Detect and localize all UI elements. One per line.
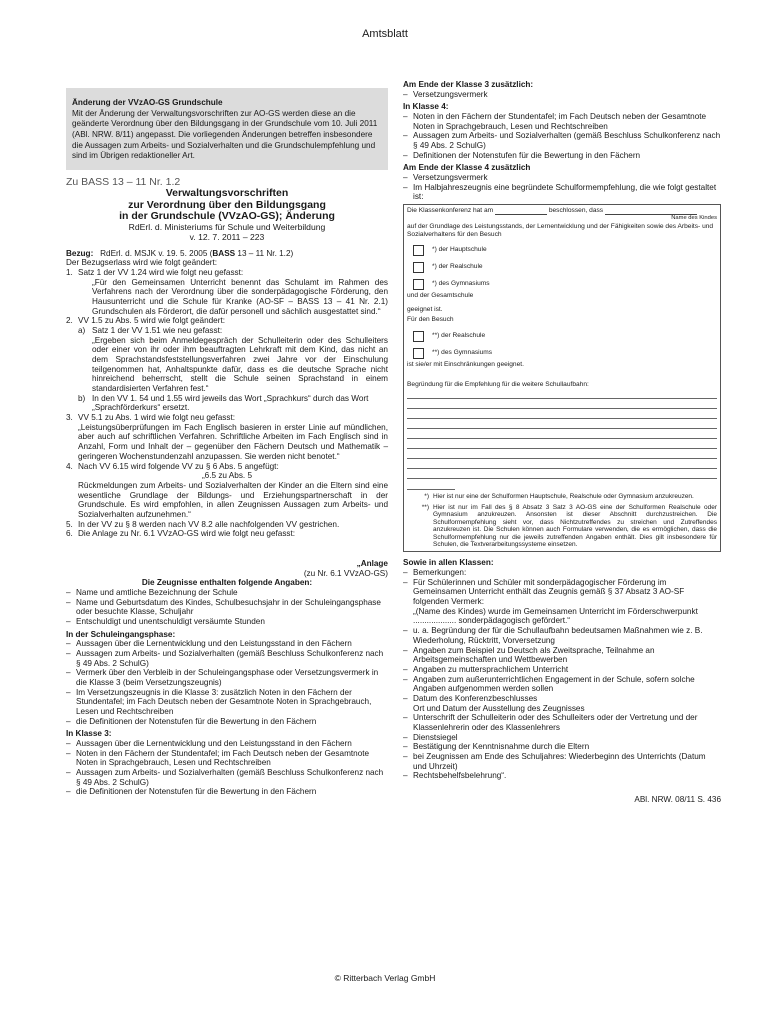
footnote-text: Hier ist nur im Fall des § 8 Absatz 3 Satz 3 AO-GS eine der Schulformen Realschule oder Gymnasium anzukreuzen. Ansonsten ist dieser Abschnitt durchzustreichen. Die Schulformempfehlung sieht vor, dass Nichtzutreffendes zu streichen und Zutreffendes anzukreuzen ist. Die Schulen können auch Formulare verwenden, die es ermöglichen, dass die Schulformempfehlung nur die jeweils zutreffenden Angaben enthält. Dies gilt insbesondere für Schulen, die Textverarbeitungssysteme einsetzen.: [433, 503, 717, 548]
dash-item-text: Aussagen über die Lernentwicklung und den Leistungsstand in den Fächern: [76, 639, 352, 649]
dash-item: – Aussagen über die Lernentwicklung und den Leistungsstand in den Fächern: [66, 739, 388, 749]
dash-item-text: [413, 694, 721, 713]
document-title: [66, 188, 388, 223]
dash-item: – Versetzungsvermerk: [403, 90, 721, 100]
intro-text: Der Bezugserlass wird wie folgt geändert:: [66, 258, 218, 268]
list-item: [66, 520, 388, 530]
quote-text: „Ergeben sich beim Anmeldegespräch der Schulleiterin oder des Schulleiters oder einer von ihr oder ihm beauftragten Lehrkraft mit dem Kind, das nicht an dem Sprachstandsfeststellungsverfahren zwei Jahre vor der Einschulung teilgenommen hat, Anhaltspunkte dafür, dass es die deutsche Sprache nicht hinreichend beherrscht, stellt die Schule seinen Sprachstand in einem standardisierten Verfahren fest.“: [92, 335, 388, 394]
dash-item-text: Bemerkungen:: [413, 568, 467, 578]
dash-item-continuation: Ort und Datum der Ausstellung des Zeugnisses: [413, 703, 585, 713]
anlage-reference: (zu Nr. 6.1 VVzAO-GS): [303, 568, 388, 578]
item-number: 4.: [66, 461, 73, 471]
checkbox-row: [413, 279, 717, 290]
list-item: [66, 268, 388, 278]
name-caption: Name des Kindes: [671, 215, 717, 222]
checkbox: [413, 262, 424, 273]
info-box-body: Mit der Änderung der Verwaltungsvorschriften zur AO-GS werden diese an die geänderte Verordnung über den Bildungsgang in der Grundschule vom 10. Juli 2011 (ABl. NRW. 8/11) angepasst. Die vorliegenden Änderungen betreffen insbesondere die Aussagen zum Arbeits- und Sozialverhalten und die Grundschulempfehlung und sind im Übrigen redaktioneller Art.: [72, 108, 378, 161]
dash-item: – Aussagen zum Arbeits- und Sozialverhalten (gemäß Beschluss Schulkonferenz nach § 49 Abs. 2 SchulG): [403, 131, 721, 151]
anlage-heading: Die Zeugnisse enthalten folgende Angaben:: [141, 578, 313, 588]
dash-item-text: [413, 578, 721, 626]
write-line: [407, 409, 717, 419]
write-line: [407, 429, 717, 439]
dash-item: – Angaben zu muttersprachlichem Unterricht: [403, 665, 721, 675]
info-box: [66, 88, 388, 170]
dash-item: – Angaben zum Beispiel zu Deutsch als Zweitsprache, Teilnahme an Arbeitsgemeinschaften und Wettbewerben: [403, 646, 721, 665]
form-text: geeignet ist.: [407, 306, 443, 314]
dash-item: – Noten in den Fächern der Stundentafel; im Fach Deutsch neben der Gesamtnote Noten in Sprachgebrauch, Lesen und Rechtschreiben: [66, 749, 388, 768]
footnote-mark: *): [424, 493, 429, 501]
dash-item: – die Definitionen der Notenstufen für die Bewertung in den Fächern: [66, 787, 388, 797]
dash-item-text: Im Halbjahreszeugnis eine begründete Schulformempfehlung, die wie folgt gestaltet ist:: [413, 182, 717, 202]
quote-text: Rückmeldungen zum Arbeits- und Sozialverhalten der Kinder an die Eltern sind eine wesentliche Grundlage der Bildungs- und Erziehungspartnerschaft in der Grundschule. Es wird empfohlen, in allen Zeugnissen Aussagen zum Arbeits- und Sozialverhalten aufzunehmen.“: [78, 480, 388, 519]
checkbox-label: **) der Realschule: [432, 332, 486, 340]
checkbox-row: [413, 245, 717, 256]
dash-item: – Rechtsbehelfsbelehrung“.: [403, 771, 721, 781]
info-box-title: Änderung der VVzAO-GS Grundschule: [72, 98, 223, 107]
item-text: VV 5.1 zu Abs. 1 wird wie folgt neu gefasst:: [78, 413, 236, 423]
item-number: 3.: [66, 413, 73, 423]
dash-item: – Entschuldigt und unentschuldigt versäumte Stunden: [66, 617, 388, 627]
dash-item: – Versetzungsvermerk: [403, 173, 721, 183]
checkbox-label: *) der Realschule: [432, 263, 483, 271]
page-header: Amtsblatt: [362, 28, 408, 40]
form-line: [407, 207, 717, 215]
dash-item: – Definitionen der Notenstufen für die Bewertung in den Fächern: [403, 151, 721, 161]
footnote: [407, 493, 717, 500]
title-line: zur Verordnung über den Bildungsgang: [128, 198, 326, 211]
dash-item: – Angaben zum außerunterrichtlichen Engagement in der Schule, sofern solche Angaben aufgenommen werden sollen: [403, 675, 721, 694]
item-text: Satz 1 der VV 1.24 wird wie folgt neu gefasst:: [78, 268, 244, 278]
dash-item-text: Dienstsiegel: [413, 732, 458, 742]
list-item: [66, 462, 388, 472]
section-heading: Am Ende der Klasse 3 zusätzlich:: [403, 80, 534, 89]
checkbox-row: [413, 348, 717, 359]
dash-item-main: Datum des Konferenzbeschlusses: [413, 693, 538, 703]
section-heading: In Klasse 4:: [403, 102, 449, 112]
dash-item: – Name und Geburtsdatum des Kindes, Schulbesuchsjahr in der Schuleingangsphase oder besuchte Klasse, Schuljahr: [66, 598, 388, 617]
write-line: [407, 399, 717, 409]
dash-item-text: Aussagen zum Arbeits- und Sozialverhalten (gemäß Beschluss Schulkonferenz nach § 49 Abs. 2 SchulG): [76, 767, 384, 787]
checkbox: [413, 245, 424, 256]
sub-item: [66, 394, 388, 413]
quote-heading: „6.5 zu Abs. 5: [201, 471, 253, 481]
dash-item-text: Versetzungsvermerk: [413, 89, 488, 99]
dash-item-main: Für Schülerinnen und Schüler mit sonderpädagogischer Förderung im Gemeinsamen Unterricht enthält das Zeugnis gemäß § 37 Absatz 3 AO-SF folgenden Vermerk:: [413, 577, 685, 607]
dash-item-text: Unterschrift der Schulleiterin oder des Schulleiters oder der Vertretung und der Klassenlehrerin oder des Klassenlehrers: [413, 713, 698, 732]
dash-item: – Aussagen über die Lernentwicklung und den Leistungsstand in den Fächern: [66, 639, 388, 649]
dash-item: – die Definitionen der Notenstufen für die Bewertung in den Fächern: [66, 717, 388, 727]
dash-item-text: u. a. Begründung der für die Schullaufbahn bedeutsamen Maßnahmen wie z. B. Wiederholung, Rücktritt, Vorversetzung: [413, 626, 703, 645]
dash-item-text: Versetzungsvermerk: [413, 173, 488, 183]
dash-item: – Unterschrift der Schulleiterin oder des Schulleiters oder der Vertretung und der Klassenlehrerin oder des Klassenlehrers: [403, 713, 721, 732]
dash-item-text: Angaben zu muttersprachlichem Unterricht: [413, 664, 569, 674]
form-text: Die Klassenkonferenz hat am: [407, 207, 494, 215]
dash-item-text: Angaben zum Beispiel zu Deutsch als Zweitsprache, Teilnahme an Arbeitsgemeinschaften und Wettbewerben: [413, 645, 655, 665]
bezug-text-a: RdErl. d. MSJK v. 19. 5. 2005 (: [100, 248, 213, 258]
item-text: VV 1.5 zu Abs. 5 wird wie folgt geändert:: [78, 316, 226, 326]
dash-item-text: Name und Geburtsdatum des Kindes, Schulbesuchsjahr in der Schuleingangsphase oder besuchte Klasse, Schuljahr: [76, 597, 381, 617]
anlage-label: „Anlage: [356, 558, 388, 568]
checkbox-label: *) des Gymnasiums: [432, 280, 490, 288]
bezug-bold: BASS: [212, 248, 236, 258]
dash-item-text: Entschuldigt und unentschuldigt versäumte Stunden: [76, 616, 265, 626]
item-number: 2.: [66, 316, 73, 326]
dash-item: – Für Schülerinnen und Schüler mit sonderpädagogischer Förderung im Gemeinsamen Unterricht enthält das Zeugnis gemäß § 37 Absatz 3 AO-SF folgenden Vermerk: „(Name des Kindes) wurde im Gemeinsamen Unterricht im Förderschwerpunkt ................... sonderpädagogisch gefördert.“: [403, 578, 721, 626]
write-line: [407, 439, 717, 449]
item-text: In der VV zu § 8 werden nach VV 8.2 alle nachfolgenden VV gestrichen.: [78, 519, 340, 529]
document-subtitle: [66, 223, 388, 243]
dash-item: – bei Zeugnissen am Ende des Schuljahres: Wiederbeginn des Unterrichts (Datum und Uhrzeit): [403, 752, 721, 771]
recommendation-form: [403, 204, 721, 552]
sub-item: [66, 326, 388, 336]
sub-item-letter: a): [78, 326, 86, 336]
write-line: [407, 389, 717, 399]
dash-item-text: Name und amtliche Bezeichnung der Schule: [76, 587, 238, 597]
form-text: ist sie/er mit Einschränkungen geeignet.: [407, 360, 524, 368]
dash-item: – Im Halbjahreszeugnis eine begründete Schulformempfehlung, die wie folgt gestaltet ist:: [403, 183, 721, 202]
left-column: [66, 80, 388, 797]
checkbox-row: [413, 331, 717, 342]
form-text: Für den Besuch: [407, 316, 454, 324]
bezug-line: [66, 249, 388, 259]
dash-item-text: bei Zeugnissen am Ende des Schuljahres: Wiederbeginn des Unterrichts (Datum und Uhrzeit): [413, 751, 706, 771]
item-text: Die Anlage zu Nr. 6.1 VVzAO-GS wird wie folgt neu gefasst:: [78, 529, 296, 539]
item-number: 1.: [66, 268, 73, 278]
dash-item: – Aussagen zum Arbeits- und Sozialverhalten (gemäß Beschluss Schulkonferenz nach § 49 Abs. 2 SchulG): [66, 768, 388, 787]
dash-item-text: Aussagen zum Arbeits- und Sozialverhalten (gemäß Beschluss Schulkonferenz nach § 49 Abs. 2 SchulG): [76, 648, 384, 668]
item-number: 5.: [66, 519, 73, 529]
dash-item-text: die Definitionen der Notenstufen für die Bewertung in den Fächern: [76, 716, 317, 726]
dash-item: – u. a. Begründung der für die Schullaufbahn bedeutsamen Maßnahmen wie z. B. Wiederholung, Rücktritt, Vorversetzung: [403, 626, 721, 645]
list-item: [66, 413, 388, 423]
subtitle-line: v. 12. 7. 2011 – 223: [189, 231, 265, 242]
write-line: [407, 419, 717, 429]
form-text: beschlossen, dass: [548, 207, 604, 215]
footnote-text: Hier ist nur eine der Schulformen Hauptschule, Realschule oder Gymnasium anzukreuzen.: [433, 493, 694, 501]
dash-item-text: Vermerk über den Verbleib in der Schuleingangsphase oder Versetzungsvermerk in die Klasse 3 (beim Versetzungszeugnis): [76, 668, 379, 687]
dash-item-text: die Definitionen der Notenstufen für die Bewertung in den Fächern: [76, 787, 317, 797]
quote-text: „Leistungsüberprüfungen im Fach Englisch basieren in erster Linie auf mündlichen, aber auch auf schriftlichen Verfahren. Schriftliche Arbeiten im Fach Englisch sind in Anzahl, Form und Inhalt der – gegenüber den Fächern Deutsch und Mathematik – geringeren Wochenstundenzahl anzupassen. Sie werden nicht benotet.“: [78, 422, 388, 461]
dash-item-text: Angaben zum außerunterrichtlichen Engagement in der Schule, sofern solche Angaben aufgenommen werden sollen: [413, 674, 695, 694]
list-item: [66, 529, 388, 539]
dash-item: – Im Versetzungszeugnis in die Klasse 3: zusätzlich Noten in den Fächern der Stundentafel; im Fach Deutsch neben der Gesamtnote Noten in Sprachgebrauch, Lesen und Rechtschreiben: [66, 688, 388, 717]
item-number: 6.: [66, 529, 73, 539]
dash-item-text: Im Versetzungszeugnis in die Klasse 3: zusätzlich Noten in den Fächern der Stundentafel; im Fach Deutsch neben der Gesamtnote Noten in Sprachgebrauch, Lesen und Rechtschreiben: [76, 687, 372, 716]
dash-item-text: Rechtsbehelfsbelehrung“.: [413, 771, 507, 781]
checkbox: [413, 348, 424, 359]
form-text: auf der Grundlage des Leistungsstands, der Lernentwicklung und der Fähigkeiten sowie des Arbeits- und Sozialverhaltens für den Besuch: [407, 222, 714, 238]
write-line: [407, 459, 717, 469]
write-line: [407, 449, 717, 459]
checkbox-label: *) der Hauptschule: [432, 246, 487, 254]
sub-item-text: Satz 1 der VV 1.51 wie neu gefasst:: [92, 326, 223, 336]
checkbox-row: [413, 262, 717, 273]
footnote: [407, 504, 717, 549]
dash-item: – Bestätigung der Kenntnisnahme durch die Eltern: [403, 742, 721, 752]
section-heading: In Klasse 3:: [66, 729, 112, 739]
dash-item-quote: „(Name des Kindes) wurde im Gemeinsamen Unterricht im Förderschwerpunkt ................... sonderpädagogisch gefördert.“: [413, 606, 698, 626]
list-item: [66, 316, 388, 326]
bezug-label: Bezug:: [66, 248, 94, 258]
write-line: [407, 469, 717, 479]
dash-item: – Vermerk über den Verbleib in der Schuleingangsphase oder Versetzungsvermerk in die Klasse 3 (beim Versetzungszeugnis): [66, 668, 388, 687]
dash-item: – Aussagen zum Arbeits- und Sozialverhalten (gemäß Beschluss Schulkonferenz nach § 49 Abs. 2 SchulG): [66, 649, 388, 668]
sub-item-text: In den VV 1. 54 und 1.55 wird jeweils das Wort „Sprachkurs“ durch das Wort „Sprachförderkurs“ ersetzt.: [92, 393, 369, 413]
citation: ABl. NRW. 08/11 S. 436: [634, 794, 721, 804]
dash-item: – Bemerkungen:: [403, 568, 721, 578]
item-text: Nach VV 6.15 wird folgende VV zu § 6 Abs. 5 angefügt:: [78, 461, 279, 471]
bass-reference: Zu BASS 13 – 11 Nr. 1.2: [66, 175, 181, 188]
section-heading: Am Ende der Klasse 4 zusätzlich: [403, 163, 531, 173]
right-column: [403, 80, 721, 805]
footnote-mark: **): [421, 503, 429, 511]
bezug-text-b: 13 – 11 Nr. 1.2): [235, 248, 294, 258]
checkbox: [413, 331, 424, 342]
dash-item-text: Bestätigung der Kenntnisnahme durch die Eltern: [413, 742, 590, 752]
sub-item-letter: b): [78, 393, 86, 403]
dash-item: – Noten in den Fächern der Stundentafel; im Fach Deutsch neben der Gesamtnote Noten in Sprachgebrauch, Lesen und Rechtschreiben: [403, 112, 721, 131]
dash-item-text: Aussagen zum Arbeits- und Sozialverhalten (gemäß Beschluss Schulkonferenz nach § 49 Abs. 2 SchulG): [413, 131, 721, 151]
dash-item-text: Noten in den Fächern der Stundentafel; im Fach Deutsch neben der Gesamtnote Noten in Sprachgebrauch, Lesen und Rechtschreiben: [413, 112, 707, 131]
checkbox: [413, 279, 424, 290]
dash-item: – Datum des Konferenzbeschlusses Ort und Datum der Ausstellung des Zeugnisses: [403, 694, 721, 713]
dash-item-text: Noten in den Fächern der Stundentafel; im Fach Deutsch neben der Gesamtnote Noten in Sprachgebrauch, Lesen und Rechtschreiben: [76, 748, 370, 768]
title-line: in der Grundschule (VVzAO-GS); Änderung: [119, 210, 335, 223]
footnote-separator: [407, 479, 455, 490]
form-text: und der Gesamtschule: [407, 292, 474, 299]
dash-item: – Dienstsiegel: [403, 733, 721, 743]
date-blank: [495, 214, 547, 215]
section-heading: In der Schuleingangsphase:: [66, 629, 176, 639]
dash-item-text: Aussagen über die Lernentwicklung und den Leistungsstand in den Fächern: [76, 738, 352, 748]
dash-item-text: Definitionen der Notenstufen für die Bewertung in den Fächern: [413, 150, 641, 160]
checkbox-label: **) des Gymnasiums: [432, 349, 493, 357]
quote-text: „Für den Gemeinsamen Unterricht benennt das Schulamt im Rahmen des Verfahrens nach der Verordnung über die sonderpädagogische Förderung, den Hausunterricht und die Schule für Kranke (AO-SF – BASS 13 – 41 Nr. 2.1) Grundschulen als Förderort, die dafür personell und sächlich ausgestattet sind.“: [92, 277, 388, 316]
section-heading: Sowie in allen Klassen:: [403, 558, 494, 568]
page-footer: © Ritterbach Verlag GmbH: [334, 973, 436, 983]
dash-item: – Name und amtliche Bezeichnung der Schule: [66, 588, 388, 598]
title-line: Verwaltungsvorschriften: [165, 187, 289, 200]
subtitle-line: RdErl. d. Ministeriums für Schule und Weiterbildung: [128, 221, 326, 232]
form-text: Begründung für die Empfehlung für die weitere Schullaufbahn:: [407, 380, 589, 388]
